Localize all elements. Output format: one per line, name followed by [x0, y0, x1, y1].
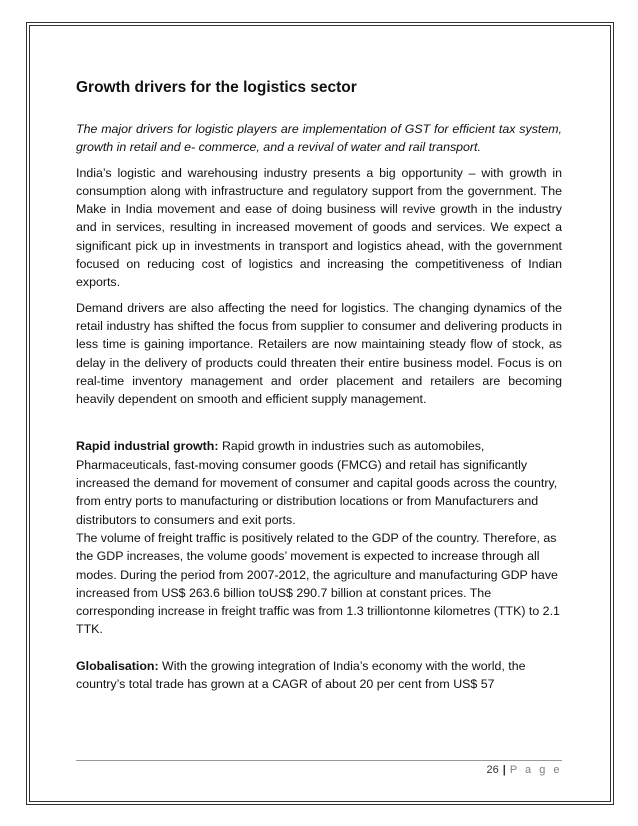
paragraph-globalisation [76, 657, 562, 694]
section-heading: Growth drivers for the logistics sector [76, 79, 357, 96]
rapid-growth-text: Rapid growth in industries such as automobiles, Pharmaceuticals, fast-moving consumer goods (FMCG) and retail has significantly increased the demand for movement of consumer and capital goods across the country, from entry ports to manufacturing or distribution locations or from Manufacturers and distributors to consumers and exit ports. [76, 439, 558, 527]
paragraph-demand-drivers: Demand drivers are also affecting the need for logistics. The changing dynamics of the retail industry has shifted the focus from supplier to consumer and delivering products in less time is gaining importance. Retailers are now maintaining steady flow of stock, as delay in the delivery of products could threaten their entire business model. Focus is on real-time inventory management and order placement and retailers are becoming heavily dependent on smooth and efficient supply management. [76, 300, 562, 407]
intro-paragraph: The major drivers for logistic players are implementation of GST for efficient tax system, growth in retail and e- commerce, and a revival of water and rail transport. [76, 122, 562, 155]
spacer [76, 415, 562, 437]
globalisation-text: With the growing integration of India’s economy with the world, the country’s total trade has grown at a CAGR of about 20 per cent from US$ 57 [76, 658, 526, 692]
paragraph-freight-traffic: The volume of freight traffic is positively related to the GDP of the country. Therefore, as the GDP increases, the volume goods’ movement is expected to increase through all modes. During the period from 2007-2012, the agriculture and manufacturing GDP have increased from US$ 263.6 billion toUS$ 290.7 billion at constant prices. The corresponding increase in freight traffic was from 1.3 trilliontonne kilometres (TTK) to 2.1 TTK. [76, 530, 560, 637]
footer-rule [76, 760, 562, 761]
page-footer [487, 764, 563, 776]
document-body [76, 78, 562, 693]
page-number: 26 [486, 764, 499, 776]
footer-separator: | [502, 764, 506, 776]
spacer [76, 639, 562, 657]
paragraph-logistics-opportunity: India’s logistic and warehousing industry presents a big opportunity – with growth in consumption along with infrastructure and regulatory support from the government. The Make in India movement and ease of doing business will revive growth in the industry and in services, resulting in increased movement of goods and services. We expect a significant pick up in investments in transport and logistics ahead, with the government focused on reducing cost of logistics and increasing the competitiveness of Indian exports. [76, 165, 562, 290]
rapid-growth-label: Rapid industrial growth: [76, 439, 219, 454]
globalisation-label: Globalisation: [76, 658, 159, 673]
page-label: P a g e [509, 764, 562, 776]
paragraph-rapid-industrial-growth [76, 437, 562, 528]
